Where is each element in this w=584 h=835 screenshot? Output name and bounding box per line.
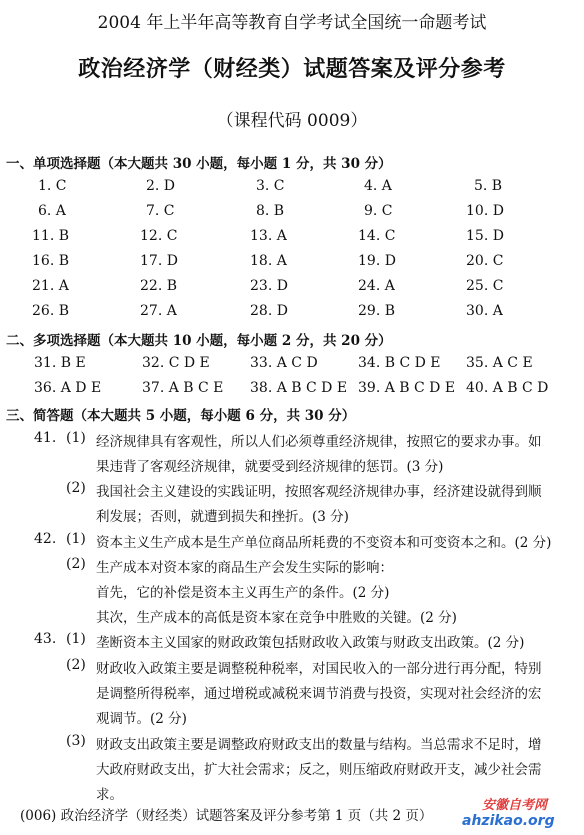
answer-text: 求。	[96, 787, 123, 803]
answer-item: 29. B	[358, 303, 396, 319]
answer-text: 财政收入政策主要是调整税种税率，对国民收入的一部分进行再分配，特别	[96, 661, 542, 677]
point-marker: (1)	[66, 631, 86, 647]
answer-text: 首先，它的补偿是资本主义再生产的条件。(2 分)	[96, 585, 390, 601]
answer-text: 观调节。(2 分)	[96, 711, 187, 727]
watermark-line1: 安徽自考网	[482, 798, 548, 813]
section1-title: 一、单项选择题（本大题共 30 小题，每小题 1 分，共 30 分）	[6, 156, 392, 172]
course-code: （课程代码 0009）	[216, 111, 368, 131]
answer-item: 19. D	[358, 253, 396, 269]
answer-item: 30. A	[466, 303, 503, 319]
answer-item: 14. C	[358, 228, 396, 244]
exam-title-line2: 政治经济学（财经类）试题答案及评分参考	[78, 56, 506, 82]
answer-item: 25. C	[466, 278, 504, 294]
answer-item: 10. D	[466, 203, 504, 219]
answer-item: 38. A B C D E	[250, 380, 348, 396]
answer-item: 17. D	[140, 253, 178, 269]
point-marker: (3)	[66, 733, 86, 749]
question-number: 42.	[34, 531, 57, 547]
answer-text: 利发展；否则，就遭到损失和挫折。(3 分)	[96, 509, 349, 525]
answer-item: 35. A C E	[466, 355, 533, 371]
answer-item: 32. C D E	[142, 355, 210, 371]
answer-item: 3. C	[256, 178, 285, 194]
answer-item: 31. B E	[34, 355, 86, 371]
answer-item: 11. B	[32, 228, 70, 244]
question-number: 41.	[34, 430, 57, 446]
section3-title: 三、简答题（本大题共 5 小题，每小题 6 分，共 30 分）	[6, 408, 356, 424]
answer-item: 9. C	[364, 203, 393, 219]
answer-item: 4. A	[364, 178, 392, 194]
answer-text: 生产成本对资本家的商品生产会发生实际的影响：	[96, 560, 393, 576]
answer-item: 23. D	[250, 278, 288, 294]
answer-item: 13. A	[250, 228, 287, 244]
answer-item: 20. C	[466, 253, 504, 269]
answer-text: 果违背了客观经济规律，就要受到经济规律的惩罚。(3 分)	[96, 459, 444, 475]
answer-item: 15. D	[466, 228, 504, 244]
answer-text: 资本主义生产成本是生产单位商品所耗费的不变资本和可变资本之和。(2 分)	[96, 535, 552, 551]
answer-item: 26. B	[32, 303, 70, 319]
answer-item: 34. B C D E	[358, 355, 441, 371]
exam-title-line1: 2004 年上半年高等教育自学考试全国统一命题考试	[97, 13, 487, 33]
answer-item: 33. A C D	[250, 355, 318, 371]
point-marker: (1)	[66, 430, 86, 446]
answer-item: 18. A	[250, 253, 287, 269]
answer-item: 8. B	[256, 203, 285, 219]
answer-text: 财政支出政策主要是调整政府财政支出的数量与结构。当总需求不足时，增	[96, 737, 542, 753]
answer-text: 大政府财政支出，扩大社会需求；反之，则压缩政府财政开支，减少社会需	[96, 762, 542, 778]
section2-title: 二、多项选择题（本大题共 10 小题，每小题 2 分，共 20 分）	[6, 333, 392, 349]
answer-item: 7. C	[146, 203, 175, 219]
answer-text: 是调整所得税率，通过增税或减税来调节消费与投资，实现对社会经济的宏	[96, 686, 542, 702]
answer-item: 24. A	[358, 278, 395, 294]
answer-text: 我国社会主义建设的实践证明，按照客观经济规律办事，经济建设就得到顺	[96, 484, 542, 500]
point-marker: (2)	[66, 657, 86, 673]
answer-item: 5. B	[474, 178, 503, 194]
answer-item: 2. D	[146, 178, 176, 194]
answer-item: 16. B	[32, 253, 70, 269]
answer-item: 1. C	[38, 178, 67, 194]
answer-item: 39. A B C D E	[358, 380, 456, 396]
answer-item: 21. A	[32, 278, 69, 294]
answer-item: 37. A B C E	[142, 380, 224, 396]
answer-item: 22. B	[140, 278, 178, 294]
page-footer: (006) 政治经济学（财经类）试题答案及评分参考第 1 页（共 2 页）	[20, 808, 433, 824]
point-marker: (1)	[66, 531, 86, 547]
answer-item: 27. A	[140, 303, 177, 319]
answer-item: 36. A D E	[34, 380, 102, 396]
answer-text: 经济规律具有客观性，所以人们必须尊重经济规律，按照它的要求办事。如	[96, 434, 542, 450]
point-marker: (2)	[66, 556, 86, 572]
point-marker: (2)	[66, 480, 86, 496]
watermark-line2: ahzikao.org	[462, 813, 555, 829]
answer-item: 6. A	[38, 203, 66, 219]
answer-item: 40. A B C D	[466, 380, 549, 396]
answer-item: 28. D	[250, 303, 288, 319]
question-number: 43.	[34, 631, 57, 647]
site-watermark-logo	[462, 794, 555, 829]
answer-text: 其次，生产成本的高低是资本家在竞争中胜败的关键。(2 分)	[96, 610, 457, 626]
answer-text: 垄断资本主义国家的财政政策包括财政收入政策与财政支出政策。(2 分)	[96, 635, 525, 651]
answer-item: 12. C	[140, 228, 178, 244]
